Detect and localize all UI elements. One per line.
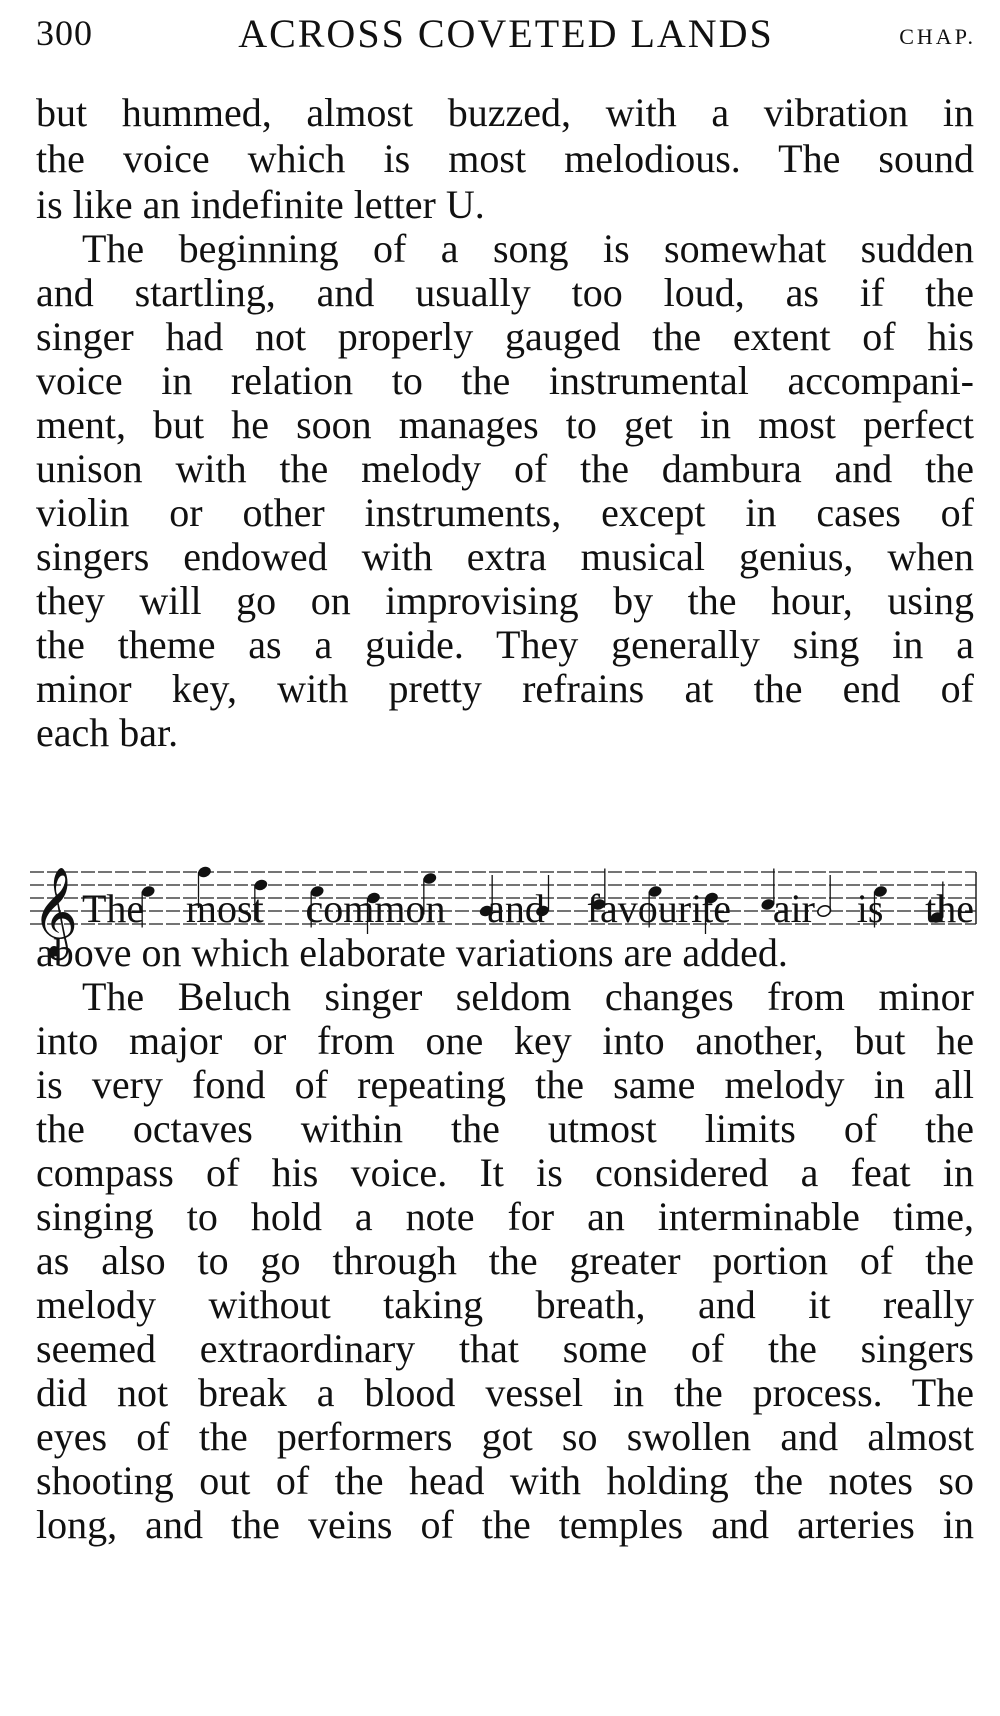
text-line: singing to hold a note for an interminable time, [36, 1194, 974, 1239]
text-line: did not break a blood vessel in the process. The [36, 1370, 974, 1415]
text-line: each bar. [36, 710, 179, 755]
text-line: compass of his voice. It is considered a feat in [36, 1150, 974, 1195]
text-line: the octaves within the utmost limits of the [36, 1106, 974, 1151]
text-line: melody without taking breath, and it really [36, 1282, 974, 1327]
text-line: the voice which is most melodious. The sound [36, 136, 974, 181]
text-line: the theme as a guide. They generally sing in a [36, 622, 974, 667]
text-line: into major or from one key into another, but he [36, 1018, 974, 1063]
text-line: seemed extraordinary that some of the singers [36, 1326, 974, 1371]
text-line: they will go on improvising by the hour, using [36, 578, 974, 623]
running-title: ACROSS COVETED LANDS [238, 11, 774, 56]
text-line: The Beluch singer seldom changes from minor [82, 974, 974, 1019]
text-line: The most common and favourite air is the [82, 886, 974, 931]
text-line: is like an indefinite letter U. [36, 182, 485, 227]
chapter-abbrev: CHAP. [899, 24, 976, 49]
text-line: shooting out of the head with holding the notes so [36, 1458, 974, 1503]
text-line: as also to go through the greater portion of the [36, 1238, 974, 1283]
text-line: eyes of the performers got so swollen and almost [36, 1414, 974, 1459]
text-line: unison with the melody of the dambura and the [36, 446, 974, 491]
text-line: singers endowed with extra musical genius, when [36, 534, 974, 579]
text-line: is very fond of repeating the same melody in all [36, 1062, 974, 1107]
text-line: minor key, with pretty refrains at the end of [36, 666, 974, 711]
text-line: singer had not properly gauged the extent of his [36, 314, 974, 359]
text-line: The beginning of a song is somewhat sudden [82, 226, 974, 271]
text-line: voice in relation to the instrumental accompani- [36, 358, 974, 403]
text-line: and startling, and usually too loud, as if the [36, 270, 974, 315]
text-line: above on which elaborate variations are added. [36, 930, 788, 975]
text-line: violin or other instruments, except in cases of [36, 490, 974, 535]
text-line: long, and the veins of the temples and arteries in [36, 1502, 974, 1547]
treble-clef-icon: 𝄞 [32, 867, 79, 957]
text-line: ment, but he soon manages to get in most perfect [36, 402, 974, 447]
text-line: but hummed, almost buzzed, with a vibration in [36, 90, 974, 135]
page-header [36, 6, 976, 66]
page-number: 300 [36, 13, 93, 53]
